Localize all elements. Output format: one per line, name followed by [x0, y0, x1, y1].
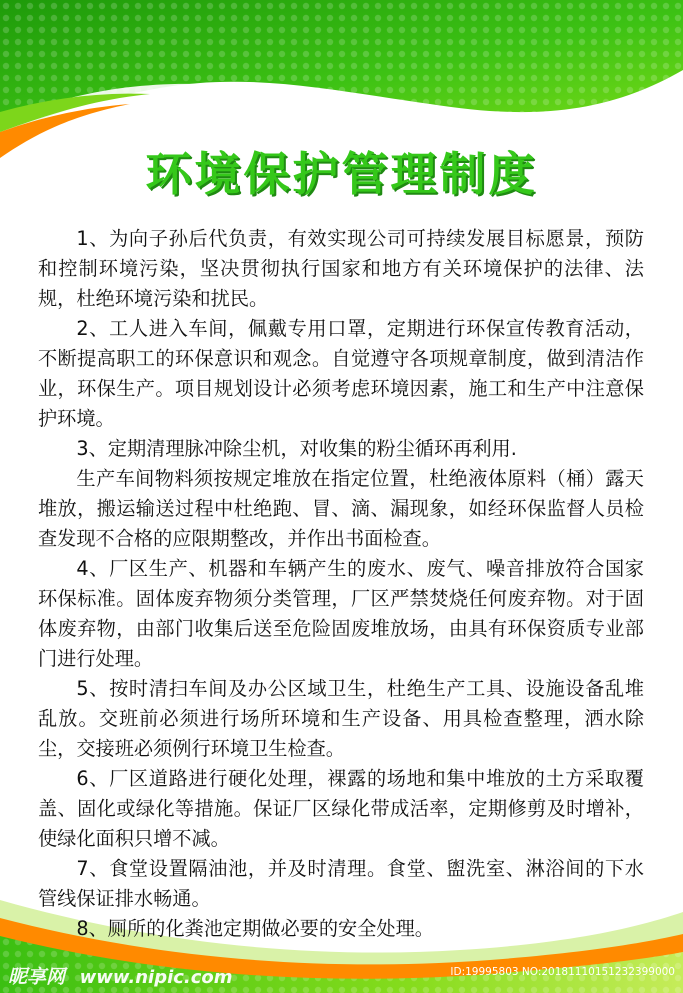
- watermark-logo: [8, 962, 233, 989]
- rule-paragraph: 1、为向子孙后代负责，有效实现公司可持续发展目标愿景，预防和控制环境污染，坚决贯彻执行国家和地方有关环境保护的法律、法规，杜绝环境污染和扰民。: [38, 227, 644, 310]
- rule-paragraph: 4、厂区生产、机器和车辆产生的废水、废气、噪音排放符合国家环保标准。固体废弃物须分类管理，厂区严禁焚烧任何废弃物。对于固体废弃物，由部门收集后送至危险固废堆放场，由具有环保资质专业部门进行处理。: [38, 557, 644, 670]
- rule-paragraph: 6、厂区道路进行硬化处理，裸露的场地和集中堆放的土方采取覆盖、固化或绿化等措施。保证厂区绿化带成活率，定期修剪及时增补，使绿化面积只增不减。: [38, 767, 644, 850]
- watermark-id: ID:19995803 NO:20181110151232399000: [450, 966, 675, 978]
- rule-paragraph: 7、食堂设置隔油池，并及时清理。食堂、盥洗室、淋浴间的下水管线保证排水畅通。: [38, 857, 644, 910]
- rule-paragraph: 生产车间物料须按规定堆放在指定位置，杜绝液体原料（桶）露天堆放，搬运输送过程中杜绝跑、冒、滴、漏现象，如经环保监督人员检查发现不合格的应限期整改，并作出书面检查。: [38, 467, 644, 550]
- watermark-site: www.nipic.com: [79, 967, 233, 988]
- watermark-logo-text: 昵享网: [8, 966, 66, 988]
- rules-content: [38, 224, 644, 944]
- rule-paragraph: 5、按时清扫车间及办公区域卫生，杜绝生产工具、设施设备乱堆乱放。交班前必须进行场所环境和生产设备、用具检查整理，洒水除尘，交接班必须例行环境卫生检查。: [38, 677, 644, 760]
- page-title: 环境保护管理制度: [145, 147, 538, 201]
- rule-paragraph: 2、工人进入车间，佩戴专用口罩，定期进行环保宣传教育活动，不断提高职工的环保意识和观念。自觉遵守各项规章制度，做到清洁作业，环保生产。项目规划设计必须考虑环境因素，施工和生产中注意保护环境。: [38, 317, 644, 430]
- rule-paragraph: 3、定期清理脉冲除尘机，对收集的粉尘循环再利用.: [76, 437, 517, 460]
- rule-paragraph: 8、厕所的化粪池定期做必要的安全处理。: [76, 917, 434, 940]
